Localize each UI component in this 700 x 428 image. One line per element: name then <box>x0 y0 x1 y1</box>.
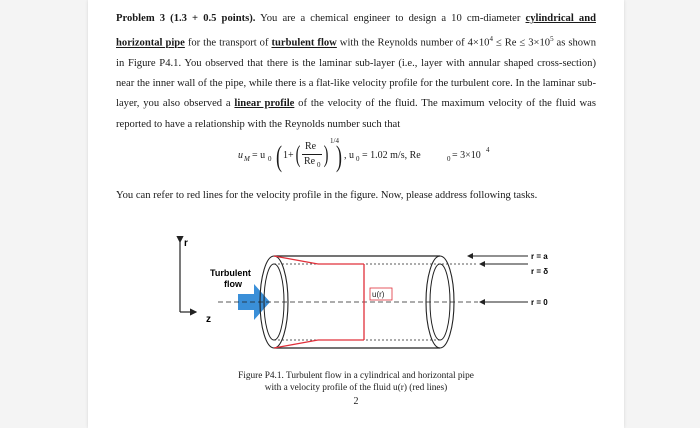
page-number: 2 <box>353 396 359 407</box>
axes <box>180 238 211 325</box>
velocity-equation: u M = u 0 ( 1+ ( Re Re 0 ) 1/4 ) , u 0 = 1.02 m/s, Re 0 = 3×10 4 <box>238 137 490 173</box>
problem-heading: Problem 3 (1.3 + 0.5 points). <box>116 13 256 24</box>
emphasis-turbulent: turbulent flow <box>271 37 337 49</box>
flow-label-line2: flow <box>224 279 242 289</box>
axis-r-label: r <box>184 238 188 249</box>
label-r-a: r = a <box>531 252 548 261</box>
emphasis-pipe: cylindrical and horizontal pipe <box>116 13 596 49</box>
axis-z-label: z <box>206 314 211 325</box>
figure-caption: Figure P4.1. Turbulent flow in a cylindrical and horizontal pipe with a velocity profile of the fluid u(r) (red lines) <box>238 371 474 393</box>
problem-statement: Problem 3 (1.3 + 0.5 points). You are a chemical engineer to design a 10 cm-diameter cylindrical and horizontal pipe for the transport of turbulent flow with the Reynolds number of $4\times 10^4 \le Re \le 3\times 10^5$ as shown in Figure P4.1. You observed that there is the laminar sub-layer (i.e., layer with annular shaped cross-section) near the inner wall of the pipe, while there is a flat-like velocity profile for the turbulent core. In the laminar sub-layer, you also observed a linear profile of the velocity of the fluid. The maximum velocity of the fluid was reported to have a relationship with the Reynolds number such that <box>116 13 596 130</box>
document-page <box>88 0 624 428</box>
flow-label-line1: Turbulent <box>210 268 251 278</box>
emphasis-linear: linear profile <box>234 98 295 110</box>
refer-text: You can refer to red lines for the velocity profile in the figure. Now, please address following tasks. <box>116 190 538 201</box>
pipe-figure <box>88 230 624 370</box>
profile-label: u(r) <box>372 290 385 299</box>
label-r-0: r = 0 <box>531 298 548 307</box>
label-r-delta: r = δ <box>531 267 549 276</box>
